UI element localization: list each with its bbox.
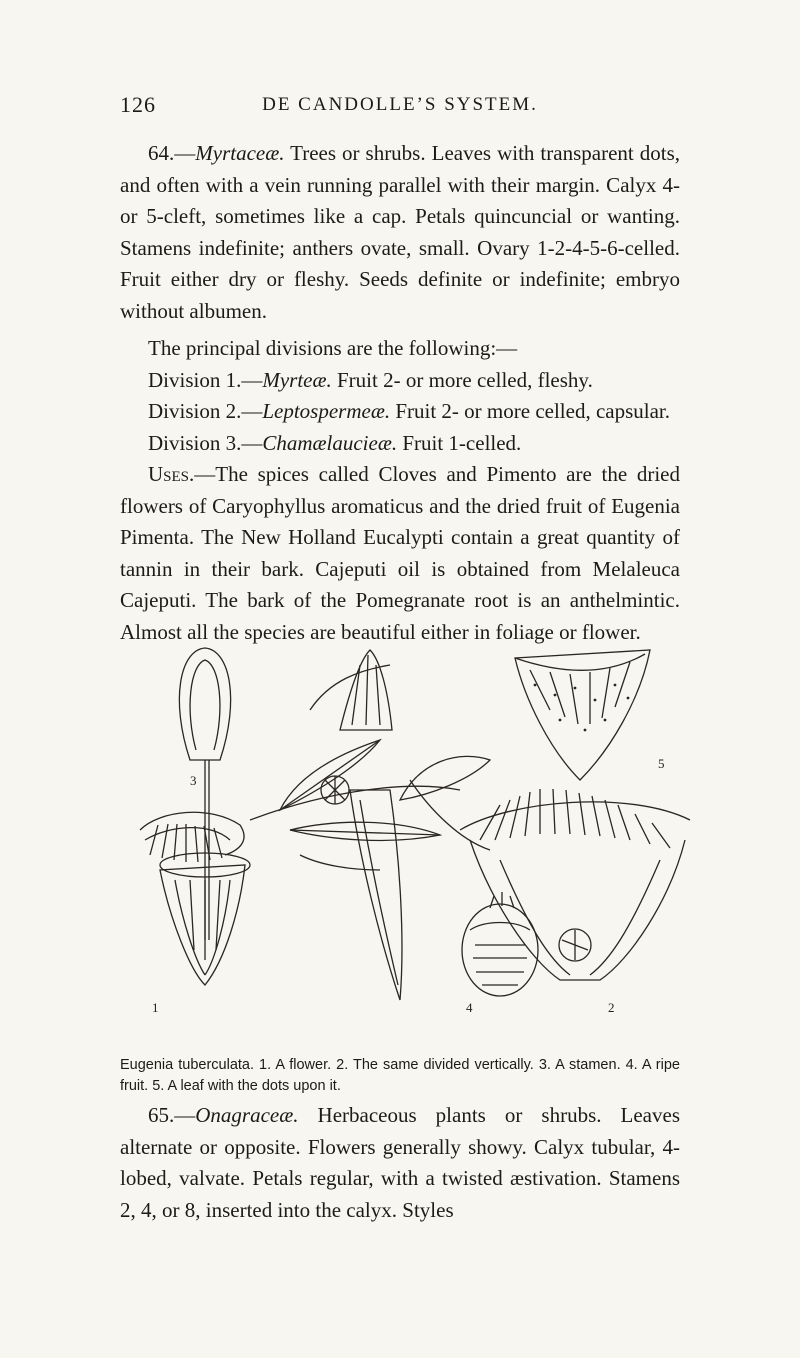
division-item (120, 428, 680, 460)
figure-label: 2 (608, 1000, 615, 1015)
division-name: Leptospermeæ. (262, 399, 391, 423)
uses-label: Uses. (148, 462, 195, 486)
division-text: Fruit 2- or more celled, fleshy. (331, 367, 593, 392)
flower-section-figure (460, 789, 690, 980)
division-label: Division 1.— (148, 367, 263, 392)
divisions-intro: The principal divisions are the following:— (148, 336, 518, 360)
division-name: Chamælaucieæ. (262, 430, 398, 455)
uses-text: —The spices called Cloves and Pimento are the dried flowers of Caryophyllus aromaticus and the dried fruit of Eugenia Pimenta. The New Holland Eucalypti contain a great quantity of tannin in their bark. Cajeputi oil is obtained from Melaleuca Cajeputi. The bark of the Pomegranate root is an anthelmintic. Almost all the species are beautiful either in foliage or flower. (120, 462, 680, 644)
division-item (120, 396, 680, 428)
division-name: Myrteæ. (262, 367, 332, 392)
division-text: Fruit 1-celled. (397, 430, 522, 455)
section-myrtaceae (120, 138, 680, 648)
page-header (120, 92, 680, 122)
figure-caption: Eugenia tuberculata. 1. A flower. 2. The same divided vertically. 3. A stamen. 4. A ripe fruit. 5. A leaf with the dots upon it. (120, 1056, 680, 1094)
flower-figure (140, 812, 250, 985)
running-head: DE CANDOLLE’S SYSTEM. (262, 94, 538, 115)
division-text: Fruit 2- or more celled, capsular. (390, 399, 671, 423)
botanical-illustration (130, 640, 710, 1040)
division-label: Division 2.— (148, 399, 263, 423)
division-item (120, 365, 680, 397)
family-name: Myrtaceæ. (195, 141, 285, 165)
myrtaceae-paragraph (120, 138, 680, 327)
uses-paragraph (120, 459, 680, 648)
page-number: 126 (120, 92, 156, 117)
family-description: Herbaceous plants or shrubs. Leaves alternate or opposite. Flowers generally showy. Calyx tubular, 4-lobed, valvate. Petals regular, with a twisted æstivation. Stamens 2, 4, or 8, inserted into the calyx. Styles (120, 1103, 680, 1222)
section-number: 65.— (148, 1103, 196, 1127)
dotted-leaf-figure (515, 650, 650, 780)
family-description: Trees or shrubs. Leaves with transparent dots, and often with a vein running parallel with their margin. Calyx 4- or 5-cleft, sometimes like a cap. Petals quincuncial or wanting. Stamens indefinite; anthers ovate, small. Ovary 1-2-4-5-6-celled. Fruit either dry or fleshy. Seeds definite or indefinite; embryo without albumen. (120, 141, 680, 323)
division-label: Division 3.— (148, 430, 263, 455)
branch-figure (250, 650, 490, 1000)
figure-label: 3 (190, 773, 197, 788)
section-onagraceae (120, 1100, 680, 1226)
family-name: Onagraceæ. (195, 1103, 299, 1127)
onagraceae-paragraph (120, 1100, 680, 1226)
figure-label: 5 (658, 756, 665, 771)
section-number: 64.— (148, 141, 196, 165)
eugenia-engraving (130, 640, 710, 1040)
figure-label: 1 (152, 1000, 159, 1015)
figure-label: 4 (466, 1000, 473, 1015)
